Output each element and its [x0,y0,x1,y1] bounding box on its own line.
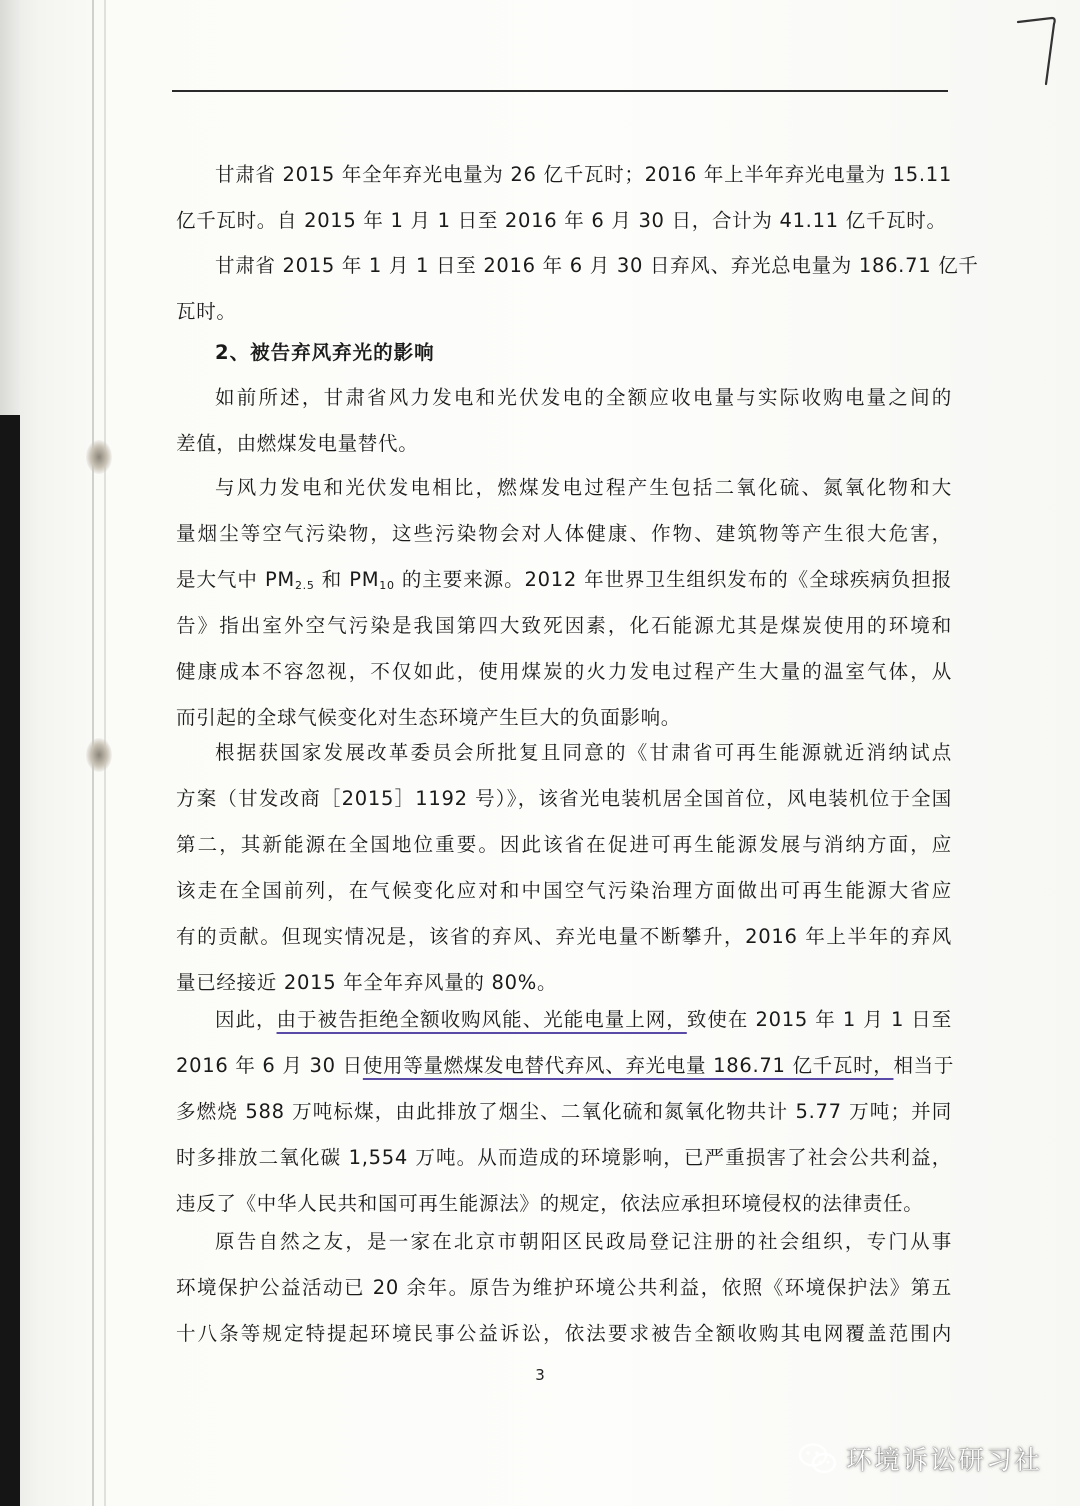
paragraph-plaintiff [176,1219,952,1357]
underlined-text: 使用等量燃煤发电替代弃风、弃光电量 186.71 亿千瓦时， [362,1054,894,1077]
underlined-text: 由于被告拒绝全额收购风能、光能电量上网， [276,1008,687,1031]
text-line: 而引起的全球气候变化对生态环境产生巨大的负面影响。 [176,706,682,729]
text-line: 亿千瓦时。自 2015 年 1 月 1 日至 2016 年 6 月 30 日，合计为 41.11 亿千瓦时。 [176,209,947,232]
text-line [176,997,952,1043]
text-line: 方案（甘发改商［2015］1192 号）》，该省光电装机居全国首位，风电装机位于全国 [176,787,952,810]
text-line: 健康成本不容忽视，不仅如此，使用煤炭的火力发电过程产生大量的温室气体，从 [176,660,952,683]
paragraph-replacement [176,375,952,467]
handwritten-page-number [1012,12,1064,92]
binding-edge [0,0,20,415]
text-line: 违反了《中华人民共和国可再生能源法》的规定，依法应承担环境侵权的法律责任。 [176,1192,924,1215]
text-line: 根据获国家发展改革委员会所批复且同意的《甘肃省可再生能源就近消纳试点 [215,741,952,764]
text-line: 十八条等规定特提起环境民事公益诉讼，依法要求被告全额收购其电网覆盖范围内 [176,1322,952,1345]
text-line: 甘肃省 2015 年 1 月 1 日至 2016 年 6 月 30 日弃风、弃光总电量为 186.71 亿千 [215,254,979,277]
text-line: 该走在全国前列，在气候变化应对和中国空气污染治理方面做出可再生能源大省应 [176,879,952,902]
text-line: 第二，其新能源在全国地位重要。因此该省在促进可再生能源发展与消纳方面，应 [176,833,952,856]
text-line: 量已经接近 2015 年全年弃风量的 80%。 [176,971,558,994]
binding-shadow [0,415,20,1506]
text-fragment: 致使在 2015 年 1 月 1 日至 [686,1008,952,1031]
staple-hole [86,738,112,772]
wechat-icon [798,1442,838,1476]
paragraph-pilot-plan [176,730,952,1006]
staple-hole [86,440,112,474]
text-line: 有的贡献。但现实情况是，该省的弃风、弃光电量不断攀升，2016 年上半年的弃风 [176,925,952,948]
text-line: 环境保护公益活动已 20 余年。原告为维护环境公共利益，依照《环境保护法》第五 [176,1276,952,1299]
watermark-text: 环境诉讼研习社 [845,1446,1042,1476]
text-line: 原告自然之友，是一家在北京市朝阳区民政局登记注册的社会组织，专门从事 [215,1230,952,1253]
text-line: 告》指出室外空气污染是我国第四大致死因素，化石能源尤其是煤炭使用的环境和 [176,614,952,637]
text-line: 如前所述，甘肃省风力发电和光伏发电的全额应收电量与实际收购电量之间的 [215,386,952,409]
text-fragment: 相当于 [893,1054,955,1077]
paragraph-liability [176,997,955,1227]
text-line: 瓦时。 [176,300,237,323]
text-fragment: 2016 年 6 月 30 日 [176,1054,363,1077]
text-line: 与风力发电和光伏发电相比，燃煤发电过程产生包括二氧化硫、氮氧化物和大 [215,476,952,499]
text-line: 差值，由燃煤发电量替代。 [176,432,419,455]
page-number: 3 [535,1366,545,1384]
paragraph-pollution [176,465,952,741]
section-heading: 2、被告弃风弃光的影响 [215,341,435,364]
text-line: 量烟尘等空气污染物，这些污染物会对人体健康、作物、建筑物等产生很大危害， [176,522,952,545]
paragraph-total-curtailment [176,243,979,335]
text-line: 时多排放二氧化碳 1,554 万吨。从而造成的环境影响，已严重损害了社会公共利益， [176,1146,952,1169]
watermark [798,1440,1042,1477]
header-rule [172,90,948,92]
text-line-pm: 是大气中 $PM_{2.5}$ 和 $PM_{10}$ 的主要来源。2012 年世界卫生组织发布的《全球疾病负担报 [176,568,953,592]
text-line [176,1043,955,1089]
text-line: 甘肃省 2015 年全年弃光电量为 26 亿千瓦时；2016 年上半年弃光电量为 15.11 [215,163,952,186]
paragraph-solar-curtailment [176,152,952,244]
text-fragment: 因此， [215,1008,277,1031]
text-line: 多燃烧 588 万吨标煤，由此排放了烟尘、二氧化硫和氮氧化物共计 5.77 万吨；并同 [176,1100,952,1123]
